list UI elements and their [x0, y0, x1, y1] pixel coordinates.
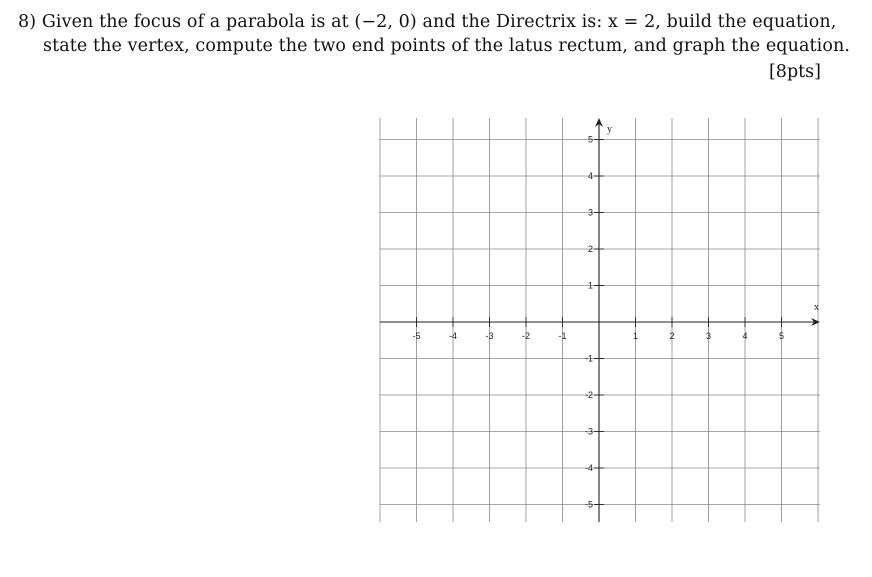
x-tick-label: 1 [632, 331, 639, 341]
question-text [18, 10, 850, 58]
y-tick-label: -2 [584, 390, 593, 400]
x-axis-label: x [814, 302, 819, 313]
y-tick-label: -5 [584, 499, 593, 510]
x-tick-label: -1 [558, 331, 567, 341]
points-label: [8pts] [768, 62, 821, 82]
x-tick-label: 4 [742, 331, 748, 341]
y-tick-label: 3 [587, 207, 593, 218]
y-tick-label: -1 [584, 353, 593, 364]
x-tick-label: -5 [412, 331, 421, 341]
y-tick-label: 5 [587, 134, 593, 145]
y-axis-label: y [607, 124, 612, 135]
y-tick-label: 2 [587, 244, 593, 254]
question-line-2: state the vertex, compute the two end points of the latus rectum, and graph the equation. [43, 36, 850, 56]
x-tick-label: -4 [448, 331, 458, 341]
graph-area [370, 110, 830, 530]
x-tick-label: 5 [778, 331, 785, 341]
x-tick-label: -3 [485, 331, 494, 341]
y-tick-label: -4 [584, 463, 593, 473]
question-line-1: 8) Given the focus of a parabola is at (−2, 0) and the Directrix is: x = 2, build the equation, [18, 12, 837, 32]
y-tick-label: 1 [587, 280, 593, 291]
y-tick-label: -3 [584, 426, 593, 437]
coordinate-grid [370, 110, 830, 530]
x-tick-label: 3 [705, 331, 712, 341]
y-tick-label: 4 [587, 171, 593, 181]
x-tick-label: 2 [669, 331, 675, 341]
x-tick-label: -2 [521, 331, 531, 341]
